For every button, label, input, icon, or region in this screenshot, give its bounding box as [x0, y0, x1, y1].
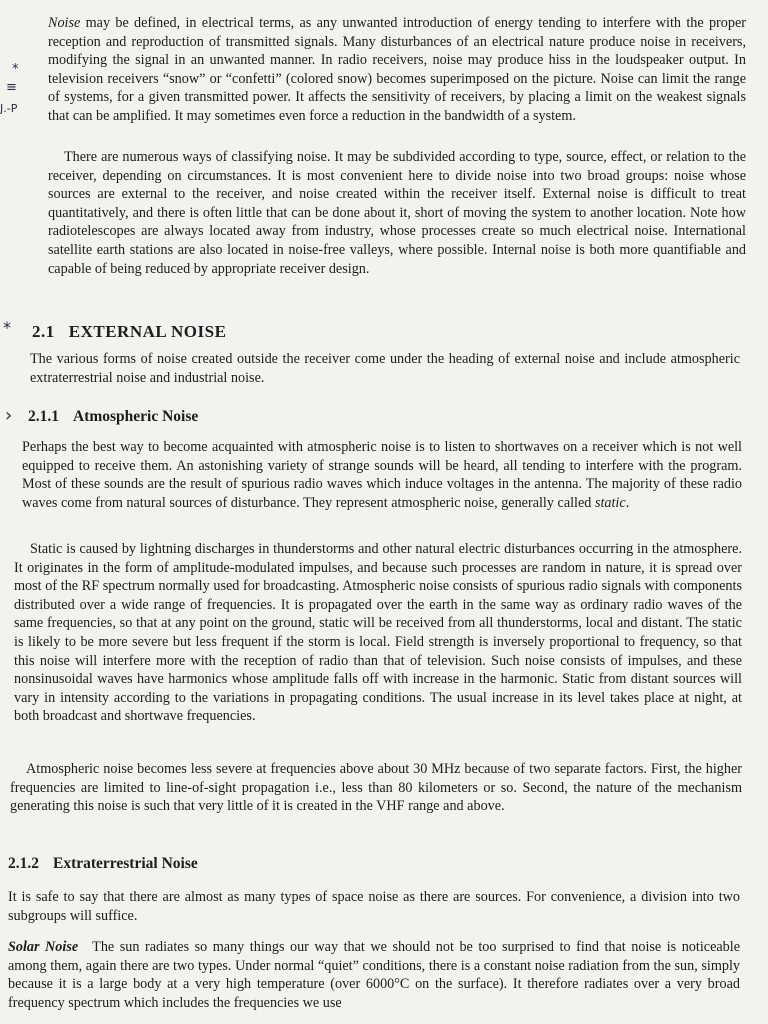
atmospheric-paragraph-2: Static is caused by lightning discharges in thunderstorms and other natural electric disturbances occurring in the atmosphere. It originates in the form of amplitude-modulated impulses, and because such processes are random in nature, it is spread over most of the RF spectrum normally used for broadcasting. Atmospheric noise consists of spurious radio signals with components distributed over a wide range of frequencies. It is propagated over the earth in the same way as ordinary radio waves of the same frequencies, so that at any point on the ground, static will be received from all thunderstorms, local and distant. The static is likely to be more severe but less frequent if the storm is local. Field strength is inversely proportional to frequency, so that this noise will interfere more with the reception of radio than that of television. Such noise consists of impulses, and these nonsinusoidal waves have harmonics whose amplitude falls off with increase in the harmonic. Static from distant sources will vary in intensity according to the variations in propagating conditions. The usual increase in its level takes place at night, at both broadcast and shortwave frequencies. [14, 541, 742, 725]
section-heading-external-noise [32, 322, 732, 342]
subsection-heading-atmospheric-noise [28, 408, 728, 426]
margin-star-mark-2: * [3, 318, 11, 337]
atmospheric-paragraph-1 [22, 438, 742, 512]
subsection-number-2: 2.1.2 [8, 855, 39, 872]
external-noise-paragraph: The various forms of noise created outside the receiver come under the heading of external noise and include atmospheric extraterrestrial noise and industrial noise. [30, 351, 740, 386]
margin-arrow-mark: › [5, 405, 13, 426]
noise-term: Noise [48, 15, 81, 31]
atmospheric-paragraph-1-end: . [625, 494, 630, 511]
atmospheric-paragraph-3: Atmospheric noise becomes less severe at frequencies above about 30 MHz because of two separate factors. First, the higher frequencies are limited to line-of-sight propagation i.e., less than 80 kilometers or so. Second, the nature of the mechanism generating this noise is such that very little of it is created in the VHF range and above. [10, 761, 742, 815]
solar-noise-paragraph [8, 938, 740, 1012]
extraterrestrial-paragraph-1: It is safe to say that there are almost as many types of space noise as there are sources. For convenience, a division into two subgroups will suffice. [8, 889, 740, 924]
subsection-number: 2.1.1 [28, 408, 59, 425]
margin-scribble-mark: ≡ [6, 80, 17, 95]
intro-paragraph-2: There are numerous ways of classifying noise. It may be subdivided according to type, source, effect, or relation to the receiver, depending on circumstances. It is most convenient here to divide noise into two broad groups: noise whose sources are external to the receiver, and noise created within the receiver itself. External noise is difficult to treat quantitatively, and there is often little that can be done about it, short of moving the system to another location. Note how radiotelescopes are always located away from industry, whose processes create so much electrical noise. International satellite earth stations are also located in noise-free valleys, where possible. Internal noise is both more quantifiable and capable of being reduced by appropriate receiver design. [48, 149, 746, 277]
section-number: 2.1 [32, 322, 55, 341]
solar-noise-term: Solar Noise [8, 939, 79, 955]
subsection-title-2: Extraterrestrial Noise [53, 855, 198, 872]
margin-scribble-mark-2: J.-P [0, 102, 18, 115]
margin-star-mark: * [12, 62, 19, 77]
static-term: static [594, 494, 626, 511]
intro-paragraph-1-text: may be defined, in electrical terms, as any unwanted introduction of energy tending to interfere with the proper reception and reproduction of transmitted signals. Many disturbances of an electrical nature produce noise in receivers, modifying the signal in an unwanted manner. In radio receivers, noise may produce hiss in the loudspeaker output. In television receivers “snow” or “confetti” (colored snow) becomes superimposed on the picture. Noise can limit the range of systems, for a given transmitted power. It affects the sensitivity of receivers, by placing a limit on the weakest signals that can be amplified. It may sometimes even force a reduction in the bandwidth of a system. [48, 15, 746, 124]
intro-paragraph-1 [48, 14, 746, 126]
subsection-title: Atmospheric Noise [73, 408, 199, 425]
section-title: EXTERNAL NOISE [68, 322, 227, 341]
solar-noise-text: The sun radiates so many things our way that we should not be too surprised to find that noise is noticeable among them, again there are two types. Under normal “quiet” conditions, there is a constant noise radiation from the sun, simply because it is a large body at a very high temperature (over 6000°C on the surface). It therefore radiates over a very broad frequency spectrum which includes the frequencies we use [8, 939, 741, 1011]
subsection-heading-extraterrestrial-noise [8, 855, 708, 873]
atmospheric-paragraph-1-text: Perhaps the best way to become acquainted with atmospheric noise is to listen to shortwaves on a receiver which is not well equipped to receive them. An astonishing variety of strange sounds will be heard, all tending to interfere with the program. Most of these sounds are the result of spurious radio waves which induce voltages in the antenna. The majority of these radio waves come from natural sources of disturbance. They represent atmospheric noise, generally called [22, 439, 742, 511]
